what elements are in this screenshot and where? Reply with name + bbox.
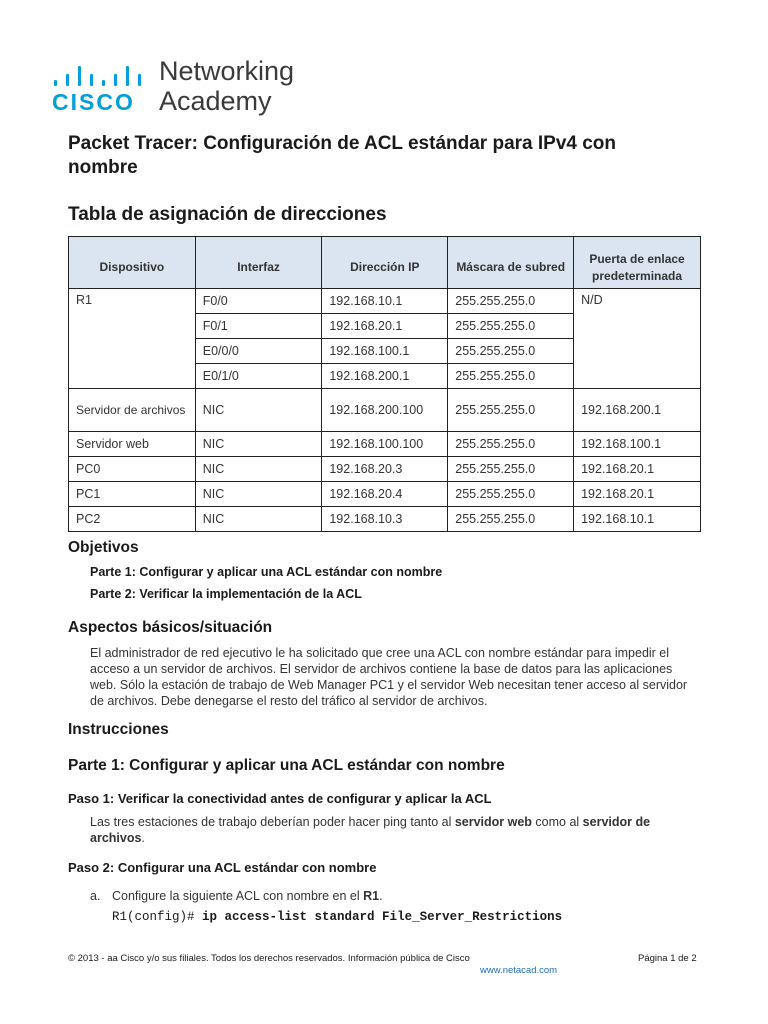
objective-part2: Parte 2: Verificar la implementación de la ACL (90, 587, 362, 601)
step1-paragraph: Las tres estaciones de trabajo deberían poder hacer ping tanto al servidor web como al servidor de archivos. (90, 815, 651, 845)
cell-device: Servidor web (69, 432, 196, 457)
header-ip-address: Dirección IP (322, 237, 448, 289)
cell-mask: 255.255.255.0 (448, 389, 574, 432)
footer-copyright: © 2013 - aa Cisco y/o sus filiales. Todos los derechos reservados. Información pública de Cisco (68, 953, 470, 964)
cell-interface: F0/1 (195, 314, 322, 339)
cell-device: R1 (69, 289, 196, 389)
list-letter: a. (90, 889, 101, 903)
cell-interface: E0/0/0 (195, 339, 322, 364)
objectives-heading: Objetivos (68, 539, 139, 556)
table-row (69, 507, 701, 532)
cell-gateway: N/D (574, 289, 701, 389)
cisco-bars-icon (52, 62, 142, 86)
cell-device: PC0 (69, 457, 196, 482)
header-subnet-mask: Máscara de subred (448, 237, 574, 289)
header-default-gateway: Puerta de enlace predeterminada (574, 237, 701, 289)
cell-interface: NIC (195, 389, 322, 432)
cell-gateway: 192.168.20.1 (574, 457, 701, 482)
background-heading: Aspectos básicos/situación (68, 619, 273, 636)
cell-ip: 192.168.20.3 (322, 457, 448, 482)
part1-heading: Parte 1: Configurar y aplicar una ACL estándar con nombre (68, 757, 505, 774)
cell-interface: E0/1/0 (195, 364, 322, 389)
table-row (69, 482, 701, 507)
cell-interface: NIC (195, 482, 322, 507)
table-row (69, 432, 701, 457)
header-interface: Interfaz (195, 237, 322, 289)
file-server-term: servidor de archivos (90, 815, 651, 845)
cell-ip: 192.168.100.100 (322, 432, 448, 457)
document-title: Packet Tracer: Configuración de ACL estándar para IPv4 con nombre (68, 133, 617, 178)
cell-mask: 255.255.255.0 (448, 314, 574, 339)
footer-page-number: Página 1 de 2 (638, 953, 697, 964)
footer-netacad-link[interactable]: www.netacad.com (480, 965, 558, 976)
cell-gateway: 192.168.200.1 (574, 389, 701, 432)
step2-item-a: a. Configure la siguiente ACL con nombre en el R1. (90, 889, 383, 903)
cell-mask: 255.255.255.0 (448, 507, 574, 532)
cisco-wordmark: CISCO (52, 89, 135, 115)
web-server-term: servidor web (454, 815, 532, 829)
cell-device: PC1 (69, 482, 196, 507)
objective-part1: Parte 1: Configurar y aplicar una ACL estándar con nombre (90, 565, 443, 579)
table-header-row (69, 237, 701, 289)
addressing-table-heading: Tabla de asignación de direcciones (68, 204, 387, 225)
cell-interface: F0/0 (195, 289, 322, 314)
code-command: ip access-list standard File_Server_Restrictions (202, 910, 563, 924)
code-prompt: R1(config)# (112, 910, 195, 924)
background-paragraph: El administrador de red ejecutivo le ha solicitado que cree una ACL con nombre estándar para impedir el acceso a un servidor de archivos. El servidor de archivos contiene la base de datos para las aplicaciones web. Sólo la estación de trabajo de Web Manager PC1 y el servidor Web necesitan tener acceso al servidor de archivos. Debe denegarse el resto del tráfico al servidor de archivos. (90, 646, 688, 708)
cell-ip: 192.168.200.1 (322, 364, 448, 389)
cell-mask: 255.255.255.0 (448, 482, 574, 507)
step1-heading: Paso 1: Verificar la conectividad antes de configurar y aplicar la ACL (68, 791, 492, 806)
logo-academy-text: Academy (159, 86, 272, 116)
table-row (69, 457, 701, 482)
addressing-table (68, 236, 701, 532)
cell-gateway: 192.168.20.1 (574, 482, 701, 507)
cell-interface: NIC (195, 432, 322, 457)
cell-interface: NIC (195, 507, 322, 532)
cell-ip: 192.168.100.1 (322, 339, 448, 364)
cell-ip: 192.168.20.1 (322, 314, 448, 339)
cell-mask: 255.255.255.0 (448, 457, 574, 482)
cell-ip: 192.168.10.1 (322, 289, 448, 314)
cell-mask: 255.255.255.0 (448, 432, 574, 457)
cell-gateway: 192.168.100.1 (574, 432, 701, 457)
cell-mask: 255.255.255.0 (448, 339, 574, 364)
cell-mask: 255.255.255.0 (448, 364, 574, 389)
table-row (69, 289, 701, 314)
cell-mask: 255.255.255.0 (448, 289, 574, 314)
step2-heading: Paso 2: Configurar una ACL estándar con nombre (68, 860, 377, 875)
cell-ip: 192.168.10.3 (322, 507, 448, 532)
cell-ip: 192.168.200.100 (322, 389, 448, 432)
logo-networking-text: Networking (159, 56, 295, 86)
table-row (69, 389, 701, 432)
cell-ip: 192.168.20.4 (322, 482, 448, 507)
cisco-networking-academy-logo (52, 56, 312, 120)
code-line (112, 910, 562, 924)
header-device: Dispositivo (69, 237, 196, 289)
cell-gateway: 192.168.10.1 (574, 507, 701, 532)
cell-interface: NIC (195, 457, 322, 482)
cell-device: PC2 (69, 507, 196, 532)
cell-device: Servidor de archivos (69, 389, 196, 432)
instructions-heading: Instrucciones (68, 721, 169, 738)
